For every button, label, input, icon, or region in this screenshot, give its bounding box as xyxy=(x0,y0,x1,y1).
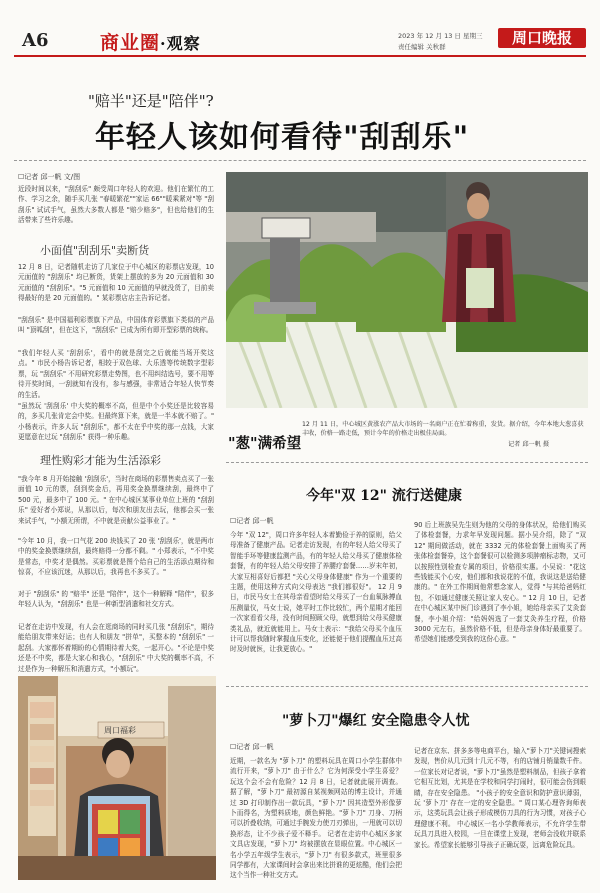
newspaper-logo: 周口晚报 xyxy=(498,28,586,48)
lead-headline: 年轻人该如何看待"刮刮乐" xyxy=(95,120,470,155)
lead-paragraph-7: 对于 "刮刮乐" 的 "赔半" 还是 "陪伴"，这个一种解释 "陪伴"，很多年轻人认为，"刮刮乐" 也是一种新型消遣和社交方式。 xyxy=(18,590,214,609)
lottery-store-photo xyxy=(18,676,216,880)
scallion-divider xyxy=(226,462,588,463)
lead-kicker: "赔半"还是"陪伴"? xyxy=(88,92,214,110)
lead-byline: ☐记者 邱一帆 文/图 xyxy=(18,173,81,181)
issue-date: 2023 年 12 月 13 日 星期三 xyxy=(398,32,483,40)
column-title xyxy=(100,28,201,55)
column-title-suffix: ·观察 xyxy=(160,34,201,53)
lead-byline-text: 记者 邱一帆 文/图 xyxy=(24,173,81,181)
lottery-store-sign: 周口福彩 xyxy=(104,726,136,735)
double12-divider xyxy=(226,686,588,687)
double12-byline: ☐记者 邱一帆 xyxy=(230,517,274,525)
subhead-sold-out: 小面值"刮刮乐"卖断货 xyxy=(40,244,150,257)
lead-paragraph-5: "我今年 8 月开始接触 '刮刮乐'，当时在商场的彩票售卖点买了一张面值 10 元的票，刮到奖金后，再用奖金换票继续刮，最终中了 500 元，最多中了 100 元。" 在中心城区某事业单位上班的 "刮刮乐" 爱好者小郑说，从那以后，每次和朋友出去玩，他都会买一张来试手气，"小额无所谓，不中就是贡献公益事业了。" xyxy=(18,475,214,525)
masthead-rule xyxy=(14,55,586,57)
lead-paragraph-8: 记者在走访中发现，有人会在逛商场的同时买几张 "刮刮乐"，期待能给朋友带来好运；也有人和朋友 "拼单"，买整本的 "刮刮乐" 一起刮。大家都怀着期盼的心情期待着大奖，一起开心。"不论是中奖还是不中奖，都是大家心和我心，"刮刮乐" 中大奖的概率不高，不过是作为一种解压和消遣方式，"小额玩"。 xyxy=(18,623,214,673)
scallion-caption: 12 月 11 日，中心城区黄涨农产品大市场的一名商户正在忙着称重，发货。据介绍，今年本地大葱喜获丰收，价格一路走低，预计今年的价格走出极佳局面。 xyxy=(302,421,584,437)
column-title-red: 商业圈 xyxy=(100,32,161,54)
editor-credit: 责任编辑 关秋群 xyxy=(398,43,446,51)
scallion-title: "葱"满希望 xyxy=(228,435,302,452)
radish-right-column: 记者在京东、拼多多等电商平台，输入"萝卜刀"关键词搜索发现，售价从几元到十几元不等，有的店铺月销量数千件。一位家长对记者说，"萝卜刀"虽然是塑料制品，但孩子拿着它相互比划，尤其是在学校和同学打闹时，很可能会伤到眼睛，存在安全隐患。 "小孩子的安全意识和防护意识薄弱，玩 '萝卜刀' 存在一定的安全隐患。" 周口某心理咨询师表示，这类玩具会让孩子形成模仿刀具的行为习惯，对孩子心理健康不利。 中心城区一名小学教师表示，不允许学生带玩具刀具进入校园，一旦在课堂上发现，老师会没收并联系家长。希望家长能够引导孩子正确玩耍，远离危险玩具。 xyxy=(414,747,586,849)
double12-headline: 今年"双 12" 流行送健康 xyxy=(306,488,462,504)
page-number: A6 xyxy=(22,30,49,51)
lead-intro: 近段时间以来，"刮刮乐" 颇受周口年轻人的欢迎。他们在繁忙的工作、学习之余，随手买几张 "春暖繁花""家运 66""暖乘紧对"等 "刮刮乐" 试试手气，虽然大多数人都是 "赔少赔多"，但也给他们的生活带来了些许乐趣。 xyxy=(18,185,214,225)
headline-divider xyxy=(14,160,586,161)
lead-paragraph-1: 12 月 8 日，记者随机走访了几家位于中心城区的彩票店发现，10 元面值的 "刮刮乐" 均已断货，货架上摆放的多为 20 元面值和 30 元面值的 "刮刮乐"。"5 元面值和 10 元面值的早就没货了，目前卖得最好的是 20 元面值的。" 某彩票店店主告诉记者。 xyxy=(18,263,214,303)
subhead-rational: 理性购彩才能为生活添彩 xyxy=(40,454,161,467)
lead-paragraph-2: "刮刮乐" 是中国福利彩票旗下产品，中国体育彩票旗下类似的产品叫 "顶呱刮"，但在这下，"刮刮乐" 已成为所有即开型彩票的统称。 xyxy=(18,316,214,335)
radish-byline-text: 记者 邱一帆 xyxy=(236,743,274,751)
lead-paragraph-4: "虽然玩 '刮刮乐' 中大奖的概率不高，但是中个小奖还是比较容易的，多买几张肯定会中奖。但最终算下来，就是一半本就不赔了。" 小杨表示，许多人玩 "刮刮乐"，都不太在乎中奖的那一点钱，大家更愿意在过玩 "刮刮乐" 获得一种乐趣。 xyxy=(18,402,214,442)
lottery-photo-illustration xyxy=(18,676,216,880)
lead-paragraph-3: "我们年轻人买 '刮刮乐'，看中的就是刮完之后就能当场开奖这点。" 市民小杨告诉记者，相较于双色球、大乐透等传统数字型彩票，玩 "刮刮乐" 不用研究彩票走势图，也不用纠结选号，要不用等待开奖时间，一刮就知有没有，参与感强，非常适合年轻人快节奏的生活。 xyxy=(18,349,214,399)
scallion-market-photo xyxy=(226,172,588,408)
scallion-credit: 记者 邱一帆 摄 xyxy=(508,441,550,448)
double12-right-column: 90 后上班族吴先生则为他的父母的身体状况，给他们购买了体检套餐，力求年早发现问题。据小吴介绍，除了 "双 12" 期间做活动，就在 3332 元的体检套餐上面购买了两张体检套餐券，这个套餐很可以检测多项肿瘤标志物，又可以按照性别检查专属的项目，价格很实惠。小吴说："花这些钱能买个心安，他们都和我说花的不值，我说这是送给健康的。" 在外工作期间他常想念家人，觉得 "与其给爸妈红包，不如通过健康关照让家人安心。" 12 月 10 日，记者在中心城区某中医门诊遇到了李小姐，她给母亲买了艾灸套餐，李小姐介绍："给妈妈选了一套艾灸养生疗程，价格 3000 元左右，虽然价格不低，但是母亲身体好最重要了。希望她们能感受到我的这份心意。" xyxy=(414,521,586,644)
radish-left-column: 近期，一款名为 "萝卜刀" 的塑料玩具在周口小学生群体中流行开来，"萝卜刀" 由于什么？它为何深受小学生喜爱？玩这个会不会有危险？12 月 8 日，记者就此展开调查。 据了解，"萝卜刀" 最初源自某视频网站的博主设计，并通过 3D 打印制作出一款玩具，"萝卜刀" 因其造型外形像萝卜而得名，为塑料质地，颜色鲜艳。"萝卜刀" 刀身、刀柄可以折叠收纳，可通过手腕发力使刀刃弹出，一甩就可以切换形态，让不少孩子爱不释手。 记者在走访中心城区多家文具店发现，"萝卜刀" 均被摆放在显眼位置。中心城区一名小学五年级学生表示，"萝卜刀" 有很多款式，班里很多同学都有，大家课间时会拿出来比拼谁的更炫酷，他们会把这个当作一种社交方式。 xyxy=(230,757,402,880)
double12-byline-text: 记者 邱一帆 xyxy=(236,517,274,525)
lead-paragraph-6: "今年 10 月，我一口气花 200 块钱买了 20 张 '刮刮乐'，就是两市中的奖金换票继续刮，最终赔得一分都不剩。" 小郑表示，"不中奖是常态，中奖才是偶然。买彩票就是图个给自己的生活添点期待和惊喜，不应该沉迷，从那以后，我再也不多买了。" xyxy=(18,537,214,577)
radish-headline: "萝卜刀"爆红 安全隐患令人忧 xyxy=(282,713,470,729)
radish-byline: ☐记者 邱一帆 xyxy=(230,743,274,751)
double12-left-column: 今年 "双 12"，周口许多年轻人本着勤俭于养的原则，给父母准备了健康产品。记者走访发现，有的年轻人给父母买了智能手环等健康监测产品，有的年轻人给父母买了健康体检套餐，有的年轻人给父母安排了养腰疗套餐……岁末年初，大家互相喜好后都把 "关心父母身体健康" 作为一个重要的主题，使用这种方式向父母表达 "我们都很好"。 12 月 9 日，市民马女士在其母亲看望时给父母买了一台血氧脉搏血压测量仪，马女士说，她平时工作比较忙，两个星期才能回一次家看看父母，没有时间照顾父母，就想到给父母买健康类礼品，就近就能用上。马女士表示："我给父母买个血压计可以帮我随时掌握血压变化，还能便于他们提醒血压过高时及时就医，让我更放心。" xyxy=(230,531,402,654)
scallion-photo-illustration xyxy=(226,172,588,408)
